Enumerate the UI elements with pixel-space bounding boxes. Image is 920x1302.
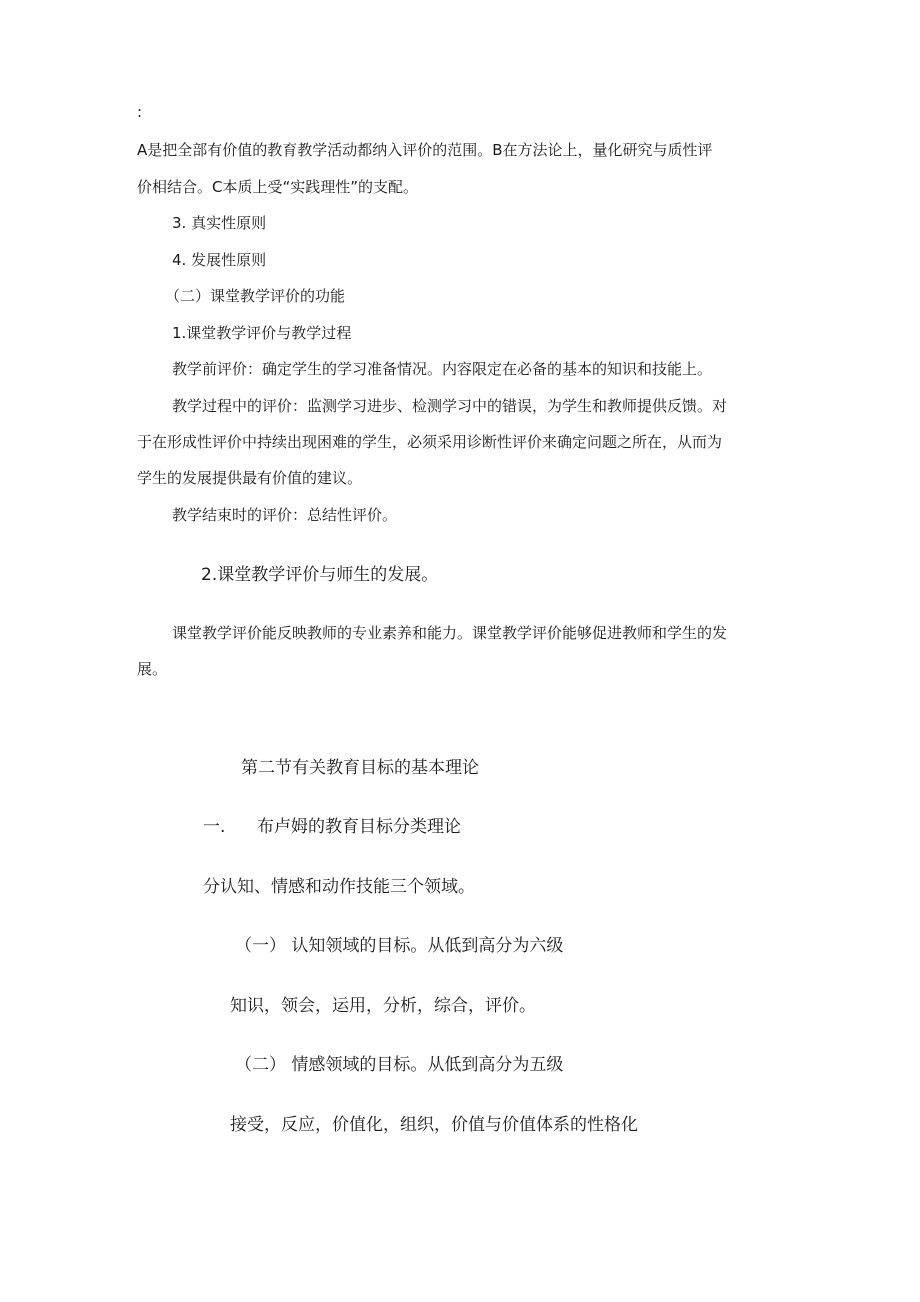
paragraph-during-teaching-line3: 学生的发展提供最有价值的建议。: [137, 469, 363, 487]
paragraph-criteria-line1: A是把全部有价值的教育教学活动都纳入评价的范围。B在方法论上，量化研究与质性评: [137, 141, 713, 159]
theory-number: 一.: [203, 817, 226, 837]
paragraph-development-line1: 课堂教学评价能反映教师的专业素养和能力。课堂教学评价能够促进教师和学生的发: [172, 624, 728, 642]
affective-levels: 接受，反应，价值化，组织，价值与价值体系的性格化: [230, 1115, 638, 1135]
paragraph-criteria-line2: 价相结合。C本质上受“实践理性”的支配。: [137, 178, 419, 196]
section-title: 第二节有关教育目标的基本理论: [241, 758, 479, 778]
paragraph-end-of-teaching: 教学结束时的评价：总结性评价。: [172, 506, 398, 524]
affective-domain-heading: （二） 情感领域的目标。从低到高分为五级: [235, 1055, 564, 1075]
principle-3: 3. 真实性原则: [172, 214, 267, 232]
theory-title: 布卢姆的教育目标分类理论: [257, 817, 461, 837]
paragraph-during-teaching-line2: 于在形成性评价中持续出现困难的学生，必须采用诊断性评价来确定问题之所在，从而为: [137, 433, 723, 451]
theory-heading: [203, 816, 461, 838]
cognitive-domain-heading: （一） 认知领域的目标。从低到高分为六级: [235, 936, 564, 956]
paragraph-before-teaching: 教学前评价：确定学生的学习准备情况。内容限定在必备的基本的知识和技能上。: [172, 360, 713, 378]
paragraph-development-line2: 展。: [137, 660, 168, 678]
principle-4: 4. 发展性原则: [172, 251, 267, 269]
paragraph-during-teaching-line1: 教学过程中的评价：监测学习进步、检测学习中的错误，为学生和教师提供反馈。对: [172, 397, 728, 415]
stray-colon: :: [137, 103, 143, 121]
functions-heading: （二）课堂教学评价的功能: [165, 287, 346, 305]
subheading-teaching-process: 1.课堂教学评价与教学过程: [172, 324, 352, 342]
paragraph-domains-intro: 分认知、情感和动作技能三个领域。: [203, 877, 475, 897]
subheading-teacher-student-development: 2.课堂教学评价与师生的发展。: [201, 565, 439, 585]
cognitive-levels: 知识，领会，运用，分析，综合，评价。: [230, 996, 536, 1016]
